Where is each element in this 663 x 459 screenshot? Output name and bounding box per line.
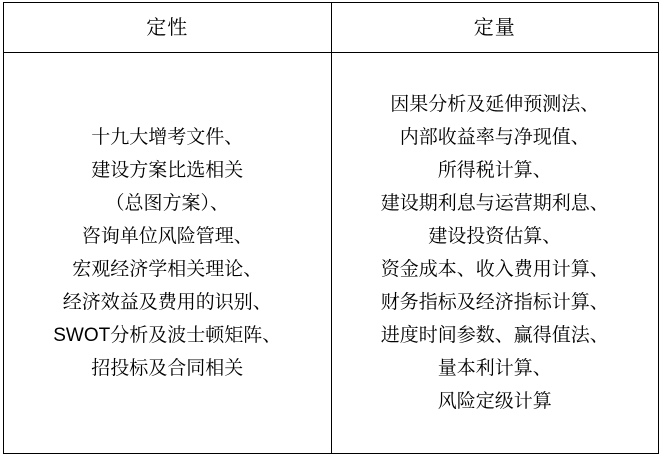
list-item: 十九大增考文件、 bbox=[91, 127, 244, 148]
list-item: 因果分析及延伸预测法、 bbox=[390, 94, 600, 115]
list-item: 建设投资估算、 bbox=[428, 226, 562, 247]
quantitative-line-list bbox=[332, 88, 659, 418]
table-header-quantitative: 定量 bbox=[331, 3, 659, 53]
list-item: 量本利计算、 bbox=[437, 358, 552, 379]
list-item: （总图方案）、 bbox=[105, 193, 229, 214]
list-item: 风险定级计算 bbox=[437, 391, 552, 412]
list-item: 内部收益率与净现值、 bbox=[399, 127, 590, 148]
list-item: 财务指标及经济指标计算、 bbox=[380, 292, 609, 313]
table-header-qualitative: 定性 bbox=[4, 3, 332, 53]
list-item: SWOT分析及波士顿矩阵、 bbox=[53, 325, 282, 346]
table-cell-quantitative bbox=[331, 53, 659, 454]
list-item: 宏观经济学相关理论、 bbox=[72, 259, 263, 280]
list-item: 所得税计算、 bbox=[437, 160, 552, 181]
list-item: 建设方案比选相关 bbox=[91, 160, 244, 181]
list-item: 建设期利息与运营期利息、 bbox=[380, 193, 609, 214]
qualitative-line-list bbox=[4, 121, 331, 385]
qualitative-quantitative-table bbox=[3, 2, 659, 454]
list-item: 资金成本、收入费用计算、 bbox=[380, 259, 609, 280]
list-item: 进度时间参数、赢得值法、 bbox=[380, 325, 609, 346]
table-cell-qualitative bbox=[4, 53, 332, 454]
table-header-row bbox=[4, 3, 659, 53]
table-row bbox=[4, 53, 659, 454]
list-item: 经济效益及费用的识别、 bbox=[62, 292, 272, 313]
list-item: 招投标及合同相关 bbox=[91, 358, 244, 379]
list-item: 咨询单位风险管理、 bbox=[81, 226, 253, 247]
